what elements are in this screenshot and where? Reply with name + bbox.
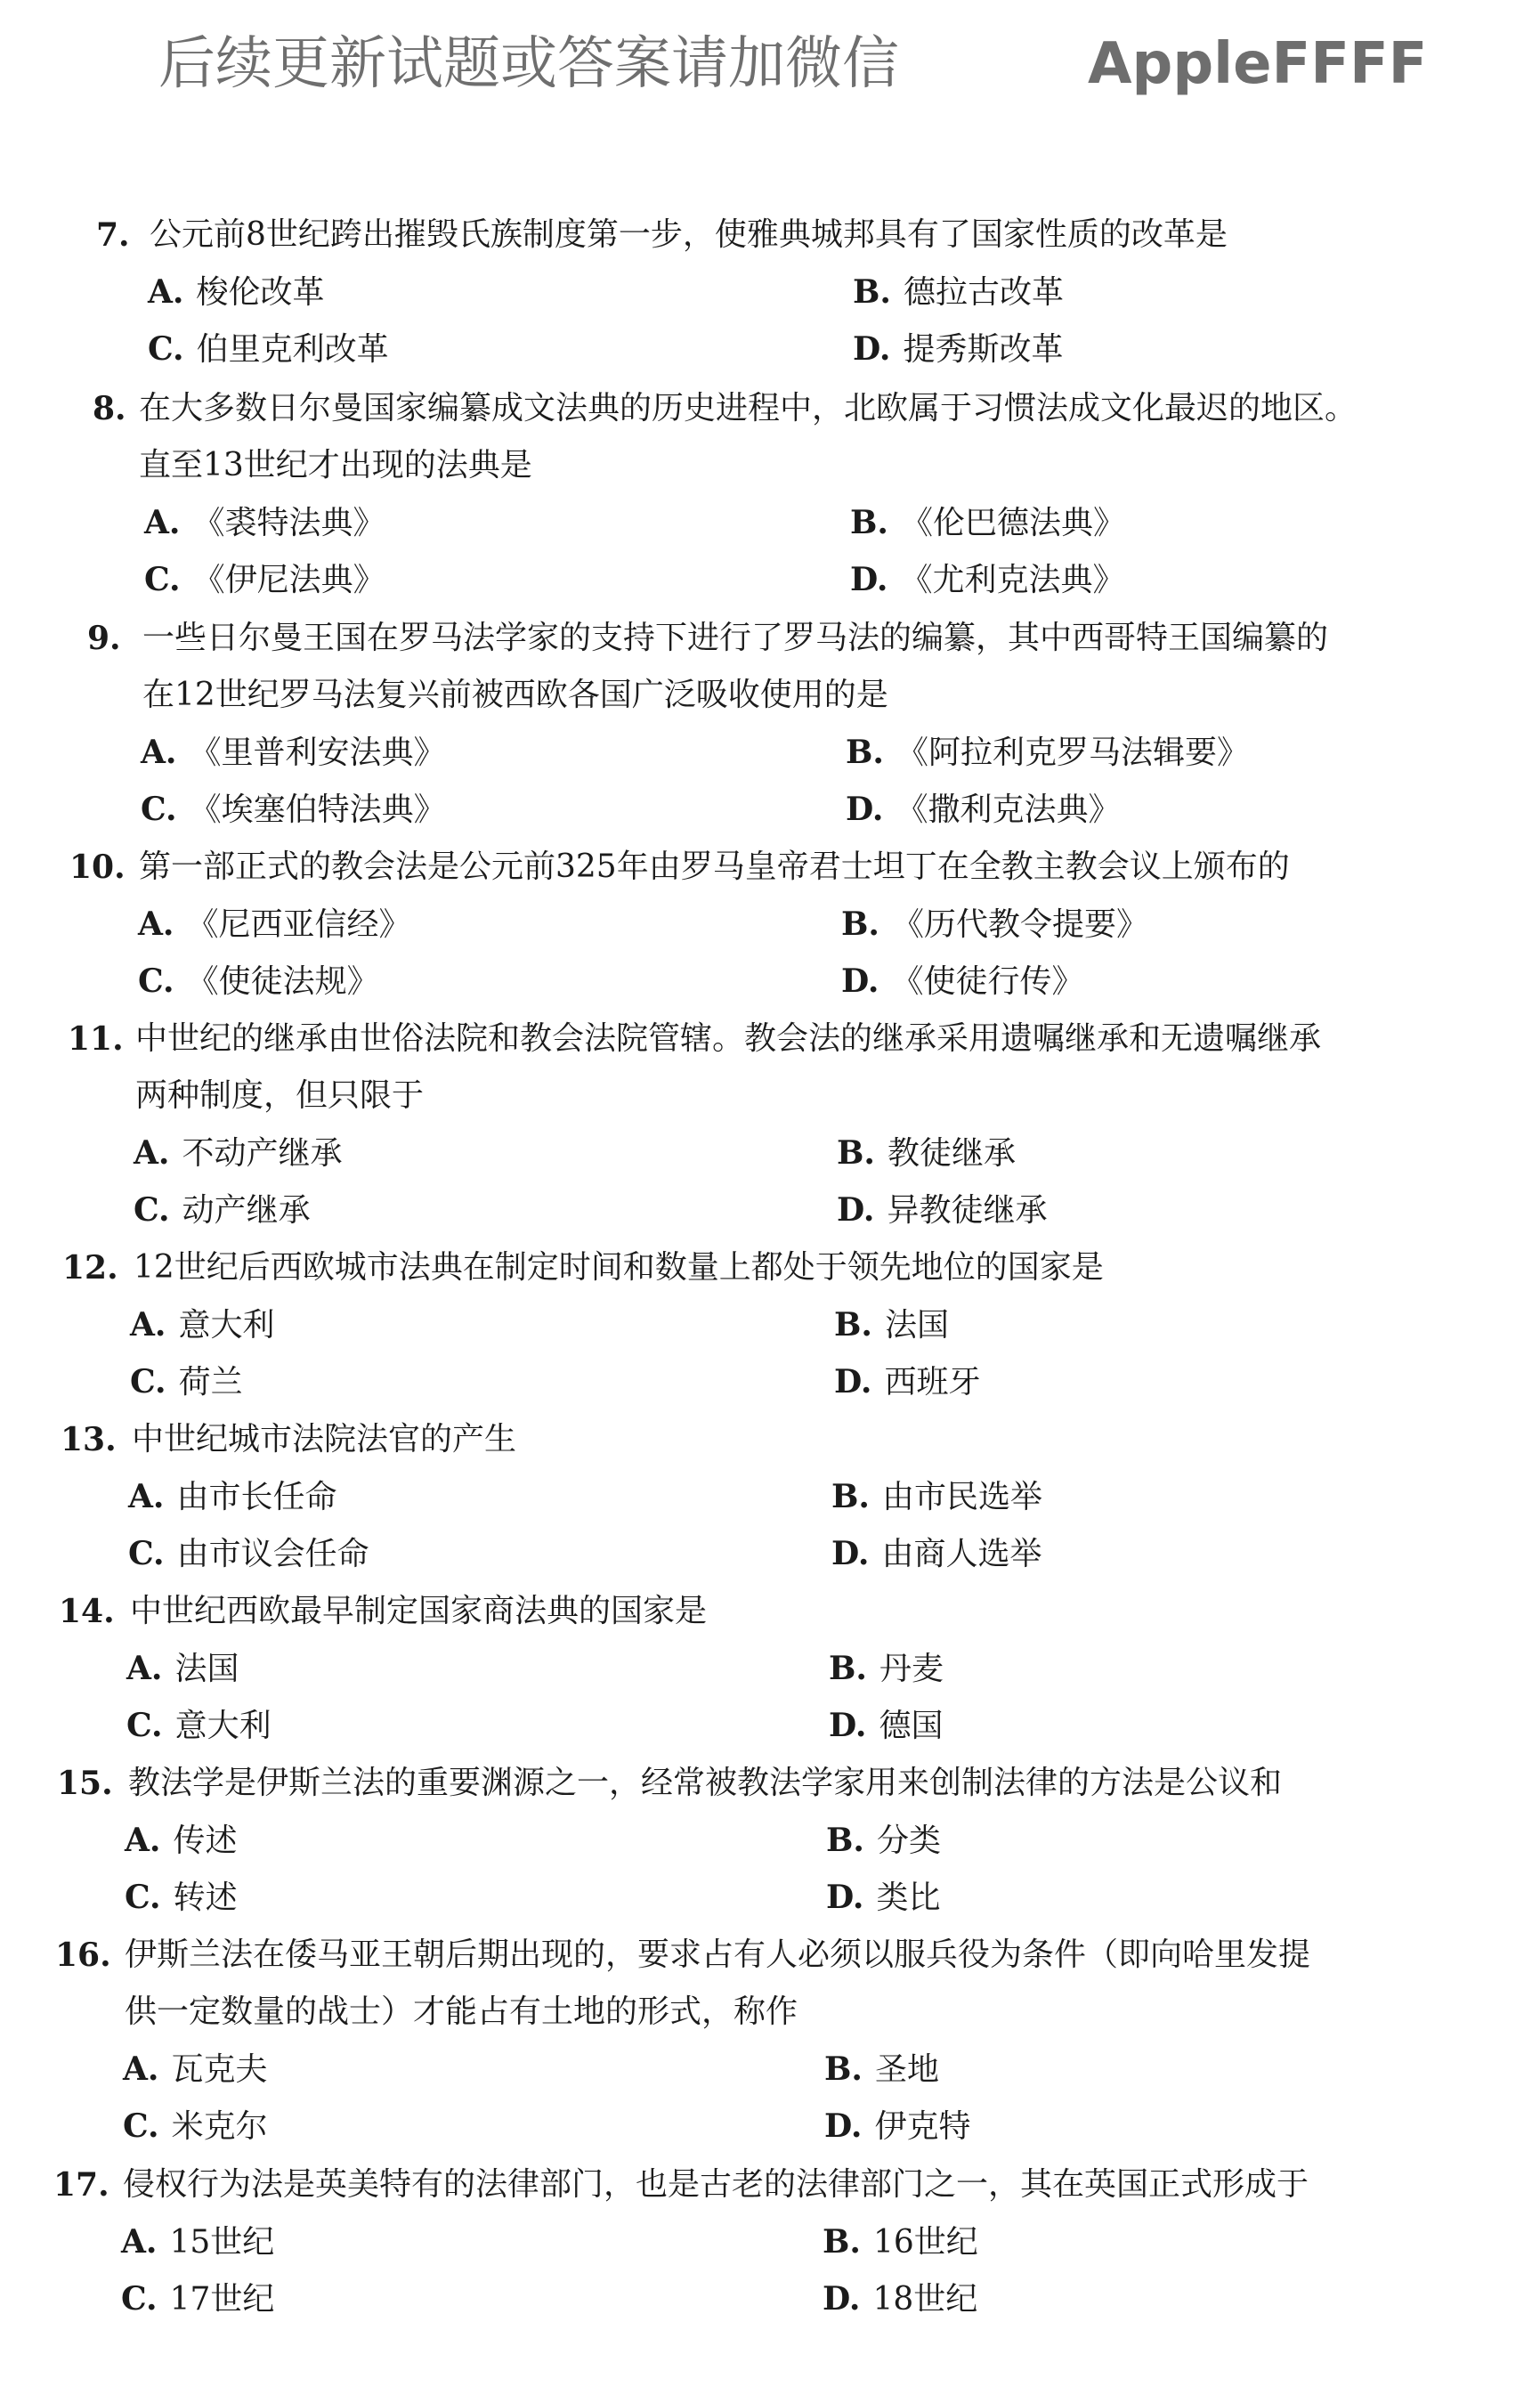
option-text: 米克尔 — [171, 2108, 268, 2145]
question-stem: 伊斯兰法在倭马亚王朝后期出现的，要求占有人必须以服兵役为条件（即向哈里发提 — [125, 1936, 1311, 1973]
question-stem: 教法学是伊斯兰法的重要渊源之一，经常被教法学家用来创制法律的方法是公议和 — [128, 1765, 1283, 1801]
option-d — [850, 558, 1124, 602]
option-letter: A. — [141, 734, 177, 771]
question-stem: 在大多数日尔曼国家编纂成文法典的历史进程中，北欧属于习惯法成文化最迟的地区。 — [139, 390, 1358, 426]
option-c — [134, 1189, 311, 1232]
option-text: 不动产继承 — [182, 1135, 343, 1172]
question-number: 9. — [87, 620, 121, 657]
question-stem: 侵权行为法是英美特有的法律部门，也是古老的法律部门之一，其在英国正式形成于 — [123, 2166, 1309, 2203]
option-letter: B. — [823, 2223, 861, 2261]
page-footer-cropped — [481, 2370, 1015, 2387]
option-a — [134, 1132, 342, 1175]
option-text: 16世纪 — [872, 2224, 978, 2261]
option-letter: A. — [125, 1822, 161, 1859]
option-c — [128, 1532, 369, 1576]
option-letter: A. — [126, 1650, 163, 1687]
question-stem-continued: 在12世纪罗马法复兴前被西欧各国广泛吸收使用的是 — [142, 677, 888, 713]
option-letter: B. — [853, 273, 891, 311]
option-c — [144, 558, 385, 602]
option-text: 德拉古改革 — [903, 274, 1064, 311]
option-text: 教徒继承 — [887, 1135, 1016, 1172]
option-c — [138, 960, 379, 1003]
option-letter: C. — [130, 1363, 166, 1401]
question-number: 16. — [55, 1936, 111, 1974]
option-letter: B. — [834, 1306, 872, 1344]
option-letter: A. — [121, 2223, 158, 2261]
option-letter: C. — [123, 2107, 159, 2145]
option-a — [148, 271, 324, 314]
option-c — [123, 2105, 268, 2148]
question-number: 10. — [69, 848, 126, 886]
option-text: 《使徒法规》 — [186, 963, 379, 1000]
option-text: 西班牙 — [884, 1364, 981, 1401]
option-d — [834, 1360, 980, 1404]
option-text: 伊克特 — [874, 2108, 971, 2145]
option-b — [834, 1303, 949, 1347]
option-letter: A. — [148, 273, 184, 311]
question-stem: 第一部正式的教会法是公元前325年由罗马皇帝君士坦丁在全教主教会议上颁布的 — [139, 848, 1290, 885]
option-letter: A. — [134, 1134, 170, 1172]
option-letter: D. — [846, 791, 884, 828]
option-d — [824, 2105, 970, 2148]
option-letter: B. — [837, 1134, 875, 1172]
option-text: 《伊尼法典》 — [192, 562, 385, 598]
option-b — [826, 1819, 941, 1863]
option-a — [130, 1303, 274, 1347]
option-text: 《使徒行传》 — [891, 963, 1084, 1000]
option-text: 梭伦改革 — [196, 274, 325, 311]
question-stem: 一些日尔曼王国在罗马法学家的支持下进行了罗马法的编纂，其中西哥特王国编纂的 — [142, 620, 1329, 656]
option-text: 15世纪 — [169, 2224, 275, 2261]
option-text: 意大利 — [178, 1307, 275, 1344]
option-text: 意大利 — [174, 1708, 272, 1744]
option-text: 传述 — [173, 1823, 238, 1859]
option-c — [130, 1360, 243, 1404]
option-d — [846, 788, 1120, 832]
question-stem: 中世纪城市法院法官的产生 — [132, 1421, 517, 1457]
option-text: 瓦克夫 — [171, 2051, 268, 2088]
option-text: 由市长任命 — [176, 1479, 337, 1515]
option-text: 动产继承 — [182, 1192, 311, 1229]
question-stem: 中世纪的继承由世俗法院和教会法院管辖。教会法的继承采用遗嘱继承和无遗嘱继承 — [135, 1020, 1322, 1057]
question-number: 12. — [62, 1249, 118, 1287]
option-text: 《里普利安法典》 — [189, 735, 446, 771]
option-text: 异教徒继承 — [887, 1192, 1048, 1229]
option-letter: C. — [144, 561, 181, 598]
option-text: 转述 — [173, 1880, 238, 1916]
option-text: 由市民选举 — [881, 1479, 1042, 1515]
option-c — [148, 328, 389, 371]
option-c — [126, 1704, 272, 1748]
option-letter: D. — [841, 962, 879, 1000]
question-stem: 12世纪后西欧城市法典在制定时间和数量上都处于领先地位的国家是 — [134, 1249, 1104, 1286]
option-letter: A. — [128, 1478, 165, 1515]
option-letter: D. — [834, 1363, 872, 1401]
option-letter: A. — [123, 2050, 159, 2088]
option-d — [831, 1532, 1042, 1576]
option-text: 圣地 — [874, 2051, 939, 2088]
option-letter: C. — [134, 1191, 170, 1229]
option-a — [138, 903, 410, 946]
option-b — [853, 271, 1064, 314]
option-text: 《历代教令提要》 — [891, 906, 1148, 943]
option-letter: C. — [128, 1535, 165, 1572]
question-number: 8. — [93, 390, 126, 427]
option-letter: A. — [144, 504, 181, 541]
option-text: 《伦巴德法典》 — [900, 505, 1125, 541]
option-letter: D. — [824, 2107, 863, 2145]
option-b — [846, 731, 1249, 775]
option-a — [123, 2048, 267, 2091]
option-letter: C. — [141, 791, 177, 828]
option-text: 提秀斯改革 — [903, 331, 1064, 368]
option-letter: C. — [121, 2280, 158, 2318]
question-stem: 公元前8世纪跨出摧毁氏族制度第一步，使雅典城邦具有了国家性质的改革是 — [150, 216, 1228, 253]
option-letter: C. — [125, 1879, 161, 1916]
option-letter: B. — [846, 734, 884, 771]
option-text: 丹麦 — [879, 1651, 944, 1687]
option-text: 伯里克利改革 — [196, 331, 389, 368]
option-b — [837, 1132, 1016, 1175]
option-text: 类比 — [876, 1880, 941, 1916]
option-b — [841, 903, 1148, 946]
option-c — [125, 1876, 238, 1920]
question-number: 13. — [61, 1421, 117, 1458]
option-text: 18世纪 — [872, 2281, 978, 2318]
option-letter: D. — [826, 1879, 864, 1916]
option-text: 《撒利克法典》 — [896, 792, 1121, 828]
option-a — [144, 501, 385, 545]
option-text: 分类 — [876, 1823, 941, 1859]
option-text: 荷兰 — [178, 1364, 243, 1401]
question-stem-continued: 直至13世纪才出现的法典是 — [139, 447, 532, 483]
option-d — [837, 1189, 1047, 1232]
option-a — [125, 1819, 237, 1863]
option-letter: B. — [841, 905, 879, 943]
question-stem-continued: 供一定数量的战士）才能占有土地的形式，称作 — [125, 1993, 798, 2030]
option-b — [831, 1475, 1042, 1519]
question-number: 11. — [68, 1020, 124, 1058]
question-number: 17. — [53, 2166, 109, 2204]
option-a — [141, 731, 445, 775]
header-contact-id: AppleFFFF — [1088, 31, 1428, 97]
option-b — [829, 1647, 944, 1691]
question-number: 14. — [59, 1593, 115, 1630]
option-letter: D. — [823, 2280, 861, 2318]
option-d — [829, 1704, 943, 1748]
option-a — [121, 2221, 274, 2264]
question-stem: 中世纪西欧最早制定国家商法典的国家是 — [130, 1593, 708, 1629]
option-b — [823, 2221, 978, 2264]
option-text: 法国 — [884, 1307, 949, 1344]
option-c — [141, 788, 446, 832]
option-b — [824, 2048, 939, 2091]
option-text: 法国 — [174, 1651, 239, 1687]
question-number: 15. — [57, 1765, 113, 1802]
option-b — [850, 501, 1125, 545]
option-letter: B. — [824, 2050, 863, 2088]
option-text: 《埃塞伯特法典》 — [189, 792, 446, 828]
option-letter: A. — [138, 905, 174, 943]
option-letter: D. — [831, 1535, 870, 1572]
page-header — [0, 20, 1540, 109]
option-d — [841, 960, 1083, 1003]
option-text: 德国 — [879, 1708, 944, 1744]
option-letter: B. — [831, 1478, 870, 1515]
option-letter: D. — [850, 561, 888, 598]
option-text: 《尤利克法典》 — [900, 562, 1125, 598]
option-letter: B. — [850, 504, 888, 541]
option-d — [826, 1876, 940, 1920]
option-letter: B. — [826, 1822, 864, 1859]
option-text: 由市议会任命 — [176, 1536, 369, 1572]
option-text: 《阿拉利克罗马法辑要》 — [896, 735, 1249, 771]
option-letter: C. — [138, 962, 174, 1000]
option-text: 由商人选举 — [881, 1536, 1042, 1572]
option-letter: A. — [130, 1306, 166, 1344]
option-letter: C. — [126, 1707, 163, 1744]
option-c — [121, 2277, 274, 2321]
option-letter: B. — [829, 1650, 867, 1687]
option-text: 《尼西亚信经》 — [186, 906, 411, 943]
option-letter: D. — [853, 330, 891, 368]
option-a — [128, 1475, 336, 1519]
option-text: 17世纪 — [169, 2281, 275, 2318]
option-letter: D. — [837, 1191, 875, 1229]
option-letter: D. — [829, 1707, 867, 1744]
header-text: 后续更新试题或答案请加微信 — [158, 31, 899, 97]
option-d — [853, 328, 1063, 371]
option-d — [823, 2277, 977, 2321]
question-number: 7. — [96, 216, 130, 254]
option-a — [126, 1647, 239, 1691]
option-text: 《裘特法典》 — [192, 505, 385, 541]
question-stem-continued: 两种制度，但只限于 — [135, 1077, 425, 1114]
option-letter: C. — [148, 330, 184, 368]
